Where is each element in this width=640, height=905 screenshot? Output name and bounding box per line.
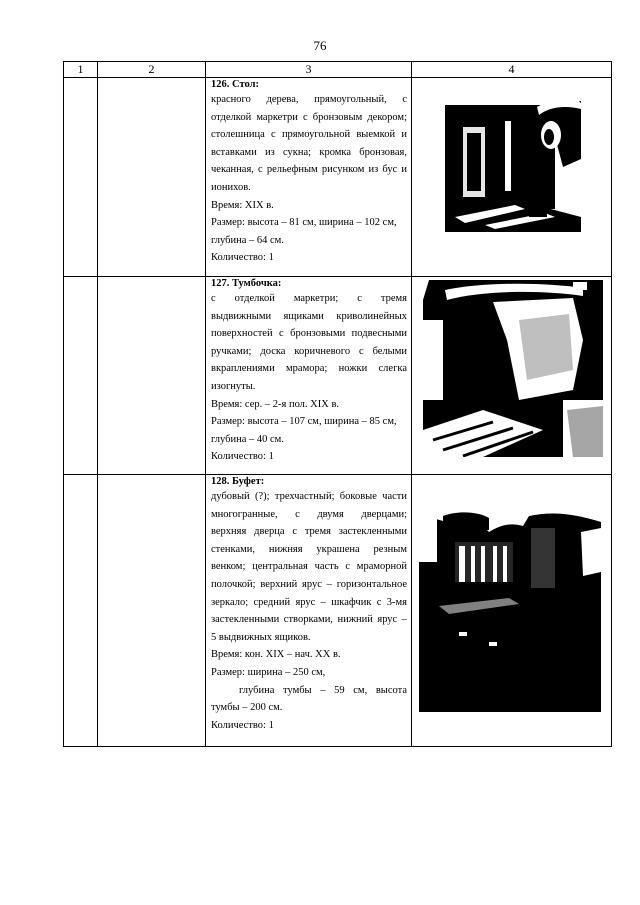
item-time: Время: сер. – 2-я пол. XIX в. bbox=[211, 398, 340, 410]
cell-inventory bbox=[98, 475, 206, 747]
photo-table bbox=[445, 97, 581, 232]
column-header-1: 1 bbox=[64, 62, 98, 78]
cell-photo bbox=[412, 277, 612, 475]
description-line: полочкой; верхний ярус – горизонтальное bbox=[211, 578, 407, 590]
cell-number bbox=[64, 277, 98, 475]
description-line: стенками, нижняя украшена резным bbox=[211, 543, 407, 555]
cell-number bbox=[64, 475, 98, 747]
item-size: глубина – 40 см. bbox=[211, 433, 284, 445]
item-size: глубина – 64 см. bbox=[211, 234, 284, 246]
description-line: венком; центральная часть с мраморной bbox=[211, 561, 407, 573]
table-row bbox=[64, 277, 612, 475]
item-quantity: Количество: 1 bbox=[211, 252, 274, 264]
item-size: глубина тумбы – 59 см, высота bbox=[239, 684, 407, 696]
cell-description bbox=[206, 475, 412, 747]
description-line: застекленными створками, нижний ярус – bbox=[211, 614, 407, 626]
item-quantity: Количество: 1 bbox=[211, 719, 274, 731]
photo-sideboard bbox=[419, 482, 601, 712]
description-line: ручками; доска коричневого с белыми bbox=[211, 345, 407, 357]
cell-inventory bbox=[98, 78, 206, 277]
description-line: чеканная, с рельефным рисунком из бус и bbox=[211, 164, 407, 176]
description-line: вкраплениями мрамора; ножки слегка bbox=[211, 363, 407, 375]
page-number: 76 bbox=[313, 38, 327, 53]
description-line: столешница с прямоугольной выемкой и bbox=[211, 129, 407, 141]
cell-description bbox=[206, 78, 412, 277]
description-line: с отделкой маркетри; с тремя bbox=[211, 293, 407, 304]
table-row bbox=[64, 78, 612, 277]
photo-nightstand bbox=[423, 280, 603, 457]
item-size: Размер: высота – 107 см, ширина – 85 см, bbox=[211, 416, 397, 428]
description-line: выдвижными ящиками криволинейных bbox=[211, 310, 407, 322]
description-line: поверхностей с бронзовыми подвесными bbox=[211, 328, 407, 340]
description-line: вставками из сукна; кромка бронзовая, bbox=[211, 146, 407, 158]
description-line: ионихов. bbox=[211, 181, 251, 193]
description-line: отделкой маркетри с бронзовым декором; bbox=[211, 111, 407, 123]
item-time: Время: кон. XIX – нач. XX в. bbox=[211, 649, 341, 661]
cell-description bbox=[206, 277, 412, 475]
item-quantity: Количество: 1 bbox=[211, 451, 274, 463]
item-title: 128. Буфет: bbox=[211, 476, 265, 487]
item-size: тумбы – 200 см. bbox=[211, 702, 283, 714]
item-size: Размер: высота – 81 см, ширина – 102 см, bbox=[211, 217, 397, 229]
description-line: верхняя дверца с тремя застекленными bbox=[211, 526, 407, 538]
item-title: 127. Тумбочка: bbox=[211, 278, 282, 289]
item-time: Время: XIX в. bbox=[211, 199, 274, 211]
description-line: красного дерева, прямоугольный, с bbox=[211, 94, 407, 105]
column-header-2: 2 bbox=[98, 62, 206, 78]
table-row bbox=[64, 475, 612, 747]
inventory-table bbox=[63, 61, 612, 747]
description-line: дубовый (?); трехчастный; боковые части bbox=[211, 491, 407, 502]
description-line: изогнуты. bbox=[211, 380, 256, 392]
column-header-3: 3 bbox=[206, 62, 412, 78]
item-title: 126. Стол: bbox=[211, 79, 259, 90]
cell-photo bbox=[412, 475, 612, 747]
description-line: зеркало; средний ярус – шкафчик с 3-мя bbox=[211, 596, 407, 608]
cell-photo bbox=[412, 78, 612, 277]
description-line: 5 выдвижных ящиков. bbox=[211, 631, 311, 643]
column-header-4: 4 bbox=[412, 62, 612, 78]
cell-inventory bbox=[98, 277, 206, 475]
table-header-row bbox=[64, 62, 612, 78]
cell-number bbox=[64, 78, 98, 277]
description-line: многогранные, с двумя дверцами; bbox=[211, 508, 407, 520]
item-size: Размер: ширина – 250 см, bbox=[211, 666, 326, 678]
